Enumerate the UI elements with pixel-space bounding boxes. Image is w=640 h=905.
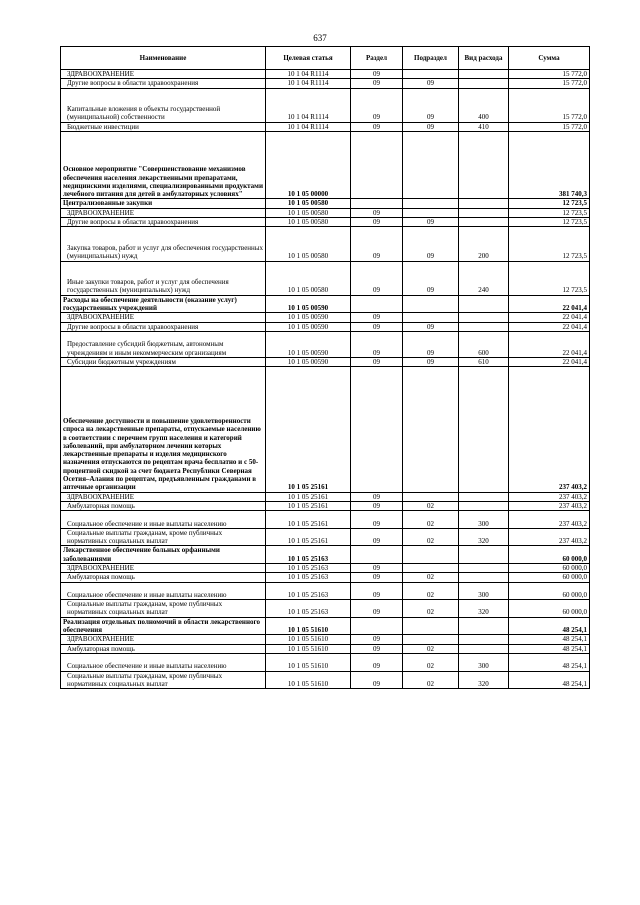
cell-target: 10 1 05 25163: [266, 546, 351, 564]
cell-subsection: 09: [403, 79, 459, 88]
cell-section: 09: [351, 79, 403, 88]
cell-kind: [459, 367, 509, 493]
cell-target: 10 1 05 51610: [266, 671, 351, 689]
table-row: [61, 573, 590, 582]
cell-subsection: [403, 70, 459, 79]
header-section: Раздел: [351, 47, 403, 70]
cell-kind: 400: [459, 88, 509, 122]
cell-kind: 320: [459, 528, 509, 546]
cell-target: 10 1 05 00590: [266, 331, 351, 357]
cell-name: ЗДРАВООХРАНЕНИЕ: [61, 70, 266, 79]
cell-target: 10 1 05 00580: [266, 199, 351, 208]
cell-section: 09: [351, 122, 403, 131]
cell-subsection: [403, 635, 459, 644]
cell-target: 10 1 05 00580: [266, 208, 351, 217]
table-row: [61, 644, 590, 653]
cell-sum: 12 723,5: [509, 208, 590, 217]
table-row: [61, 70, 590, 79]
cell-sum: 60 000,0: [509, 582, 590, 600]
cell-sum: 12 723,5: [509, 199, 590, 208]
cell-section: 09: [351, 357, 403, 366]
table-row: [61, 617, 590, 635]
cell-subsection: 02: [403, 600, 459, 618]
cell-kind: [459, 644, 509, 653]
cell-target: 10 1 05 51610: [266, 653, 351, 671]
cell-section: 09: [351, 573, 403, 582]
table-row: [61, 600, 590, 618]
table-row: [61, 122, 590, 131]
cell-sum: 15 772,0: [509, 70, 590, 79]
cell-subsection: [403, 313, 459, 322]
cell-subsection: 09: [403, 357, 459, 366]
cell-name: Амбулаторная помощь: [61, 573, 266, 582]
cell-target: 10 1 04 R1114: [266, 122, 351, 131]
cell-subsection: [403, 546, 459, 564]
cell-subsection: 02: [403, 653, 459, 671]
cell-kind: 410: [459, 122, 509, 131]
cell-kind: [459, 79, 509, 88]
cell-kind: 300: [459, 653, 509, 671]
cell-subsection: [403, 617, 459, 635]
cell-section: [351, 367, 403, 493]
cell-subsection: [403, 208, 459, 217]
header-target: Целевая статья: [266, 47, 351, 70]
cell-subsection: 02: [403, 644, 459, 653]
table-row: [61, 132, 590, 199]
cell-name: Централизованные закупки: [61, 199, 266, 208]
cell-subsection: 02: [403, 573, 459, 582]
table-row: [61, 295, 590, 313]
cell-sum: 381 740,3: [509, 132, 590, 199]
cell-subsection: 09: [403, 261, 459, 295]
cell-subsection: [403, 132, 459, 199]
table-row: [61, 528, 590, 546]
cell-subsection: 02: [403, 582, 459, 600]
cell-target: 10 1 04 R1114: [266, 79, 351, 88]
cell-section: 09: [351, 322, 403, 331]
cell-kind: [459, 208, 509, 217]
cell-kind: [459, 573, 509, 582]
cell-sum: 48 254,1: [509, 644, 590, 653]
cell-name: Социальные выплаты гражданам, кроме публичных нормативных социальных выплат: [61, 528, 266, 546]
cell-kind: 200: [459, 227, 509, 261]
cell-subsection: 09: [403, 322, 459, 331]
cell-subsection: 02: [403, 671, 459, 689]
table-row: [61, 313, 590, 322]
cell-target: 10 1 05 25163: [266, 600, 351, 618]
cell-sum: 15 772,0: [509, 88, 590, 122]
table-row: [61, 653, 590, 671]
cell-target: 10 1 05 00580: [266, 261, 351, 295]
cell-target: 10 1 05 25161: [266, 528, 351, 546]
cell-subsection: 02: [403, 528, 459, 546]
header-name: Наименование: [61, 47, 266, 70]
cell-kind: [459, 546, 509, 564]
cell-sum: 60 000,0: [509, 573, 590, 582]
cell-name: Амбулаторная помощь: [61, 644, 266, 653]
cell-subsection: 02: [403, 501, 459, 510]
cell-sum: 60 000,0: [509, 546, 590, 564]
cell-sum: 60 000,0: [509, 600, 590, 618]
budget-table: [60, 46, 590, 689]
cell-kind: [459, 492, 509, 501]
cell-kind: [459, 218, 509, 227]
cell-section: 09: [351, 70, 403, 79]
cell-name: ЗДРАВООХРАНЕНИЕ: [61, 635, 266, 644]
cell-section: 09: [351, 653, 403, 671]
cell-name: Бюджетные инвестиции: [61, 122, 266, 131]
header-sum: Сумма: [509, 47, 590, 70]
table-row: [61, 199, 590, 208]
cell-kind: [459, 635, 509, 644]
table-row: [61, 79, 590, 88]
cell-sum: 22 041,4: [509, 295, 590, 313]
cell-target: 10 1 05 51610: [266, 644, 351, 653]
cell-section: 09: [351, 492, 403, 501]
cell-sum: 60 000,0: [509, 563, 590, 572]
table-row: [61, 501, 590, 510]
cell-section: 09: [351, 218, 403, 227]
cell-section: [351, 546, 403, 564]
cell-kind: [459, 322, 509, 331]
cell-kind: [459, 70, 509, 79]
cell-subsection: 09: [403, 331, 459, 357]
table-row: [61, 261, 590, 295]
cell-target: 10 1 05 51610: [266, 635, 351, 644]
cell-section: 09: [351, 563, 403, 572]
cell-kind: [459, 617, 509, 635]
cell-section: 09: [351, 600, 403, 618]
cell-name: Социальное обеспечение и иные выплаты населению: [61, 653, 266, 671]
cell-name: Иные закупки товаров, работ и услуг для обеспечения государственных (муниципальных) нужд: [61, 261, 266, 295]
cell-name: ЗДРАВООХРАНЕНИЕ: [61, 563, 266, 572]
cell-section: [351, 132, 403, 199]
cell-subsection: 02: [403, 511, 459, 529]
cell-name: Субсидии бюджетным учреждениям: [61, 357, 266, 366]
cell-kind: [459, 295, 509, 313]
cell-subsection: 09: [403, 218, 459, 227]
table-row: [61, 546, 590, 564]
cell-target: 10 1 05 51610: [266, 617, 351, 635]
table-row: [61, 635, 590, 644]
cell-name: ЗДРАВООХРАНЕНИЕ: [61, 492, 266, 501]
cell-subsection: 09: [403, 122, 459, 131]
cell-name: Обеспечение доступности и повышение удовлетворенности спроса на лекарственные препараты, отпускаемые населению в соответствии с перечнем групп населения и категорий заболеваний, при амбулаторном лечении которых лекарственные препараты и изделия медицинского назначения отпускаются по рецептам врача бесплатно и с 50-процентной скидкой за счет бюджета Республики Северная Осетия–Алания по рецептам, предъявленным гражданами в аптечные организации: [61, 367, 266, 493]
cell-name: Реализация отдельных полномочий в области лекарственного обеспечения: [61, 617, 266, 635]
cell-kind: 600: [459, 331, 509, 357]
cell-name: Социальные выплаты гражданам, кроме публичных нормативных социальных выплат: [61, 671, 266, 689]
cell-section: 09: [351, 582, 403, 600]
cell-section: 09: [351, 331, 403, 357]
table-header-row: [61, 47, 590, 70]
cell-sum: 15 772,0: [509, 79, 590, 88]
cell-target: 10 1 05 25163: [266, 582, 351, 600]
cell-target: 10 1 05 25161: [266, 501, 351, 510]
cell-section: 09: [351, 313, 403, 322]
cell-sum: 22 041,4: [509, 322, 590, 331]
table-row: [61, 218, 590, 227]
cell-target: 10 1 05 25163: [266, 563, 351, 572]
cell-section: 09: [351, 261, 403, 295]
cell-kind: [459, 199, 509, 208]
table-row: [61, 563, 590, 572]
cell-target: 10 1 05 00580: [266, 227, 351, 261]
cell-sum: 12 723,5: [509, 218, 590, 227]
table-row: [61, 511, 590, 529]
cell-subsection: [403, 367, 459, 493]
cell-subsection: [403, 563, 459, 572]
cell-name: Предоставление субсидий бюджетным, автономным учреждениям и иным некоммерческим организациям: [61, 331, 266, 357]
table-row: [61, 582, 590, 600]
table-row: [61, 227, 590, 261]
cell-sum: 237 403,2: [509, 367, 590, 493]
table-row: [61, 357, 590, 366]
header-subsection: Подраздел: [403, 47, 459, 70]
cell-section: 09: [351, 528, 403, 546]
cell-section: 09: [351, 635, 403, 644]
cell-target: 10 1 05 25161: [266, 511, 351, 529]
cell-kind: [459, 132, 509, 199]
cell-name: ЗДРАВООХРАНЕНИЕ: [61, 208, 266, 217]
cell-kind: 300: [459, 511, 509, 529]
cell-target: 10 1 05 25161: [266, 492, 351, 501]
cell-kind: 300: [459, 582, 509, 600]
cell-kind: [459, 563, 509, 572]
cell-sum: 12 723,5: [509, 261, 590, 295]
header-kind: Вид расхода: [459, 47, 509, 70]
cell-name: Закупка товаров, работ и услуг для обеспечения государственных (муниципальных) нужд: [61, 227, 266, 261]
cell-subsection: [403, 295, 459, 313]
cell-kind: 320: [459, 600, 509, 618]
cell-kind: 610: [459, 357, 509, 366]
cell-name: Основное мероприятие "Совершенствование механизмов обеспечения населения лекарственными препаратами, медицинскими изделиями, специализированными продуктами лечебного питания для детей в амбулаторных условиях": [61, 132, 266, 199]
cell-name: Другие вопросы в области здравоохранения: [61, 218, 266, 227]
cell-sum: 48 254,1: [509, 635, 590, 644]
page-number: 637: [313, 33, 327, 43]
cell-section: 09: [351, 208, 403, 217]
cell-target: 10 1 05 00000: [266, 132, 351, 199]
cell-sum: 237 403,2: [509, 492, 590, 501]
cell-sum: 48 254,1: [509, 671, 590, 689]
cell-section: [351, 199, 403, 208]
table-row: [61, 492, 590, 501]
cell-kind: [459, 313, 509, 322]
cell-section: [351, 295, 403, 313]
cell-sum: 48 254,1: [509, 617, 590, 635]
cell-name: Лекарственное обеспечение больных орфанными заболеваниями: [61, 546, 266, 564]
cell-sum: 237 403,2: [509, 528, 590, 546]
cell-target: 10 1 05 25163: [266, 573, 351, 582]
cell-name: Социальное обеспечение и иные выплаты населению: [61, 582, 266, 600]
cell-target: 10 1 05 00590: [266, 322, 351, 331]
cell-sum: 237 403,2: [509, 511, 590, 529]
cell-subsection: 09: [403, 227, 459, 261]
cell-name: ЗДРАВООХРАНЕНИЕ: [61, 313, 266, 322]
cell-section: 09: [351, 644, 403, 653]
cell-kind: 240: [459, 261, 509, 295]
cell-target: 10 1 05 00590: [266, 357, 351, 366]
cell-section: 09: [351, 511, 403, 529]
table-row: [61, 367, 590, 493]
cell-sum: 15 772,0: [509, 122, 590, 131]
table-row: [61, 208, 590, 217]
cell-section: 09: [351, 227, 403, 261]
cell-name: Другие вопросы в области здравоохранения: [61, 322, 266, 331]
cell-section: 09: [351, 501, 403, 510]
table-row: [61, 322, 590, 331]
cell-name: Капитальные вложения в объекты государственной (муниципальной) собственности: [61, 88, 266, 122]
table-row: [61, 331, 590, 357]
cell-sum: 12 723,5: [509, 227, 590, 261]
cell-kind: 320: [459, 671, 509, 689]
cell-target: 10 1 05 00590: [266, 295, 351, 313]
cell-subsection: 09: [403, 88, 459, 122]
cell-name: Другие вопросы в области здравоохранения: [61, 79, 266, 88]
cell-target: 10 1 04 R1114: [266, 70, 351, 79]
cell-section: 09: [351, 88, 403, 122]
cell-section: 09: [351, 671, 403, 689]
cell-sum: 237 403,2: [509, 501, 590, 510]
table-body: [61, 70, 590, 689]
cell-kind: [459, 501, 509, 510]
table-row: [61, 88, 590, 122]
cell-subsection: [403, 199, 459, 208]
cell-target: 10 1 05 00590: [266, 313, 351, 322]
cell-sum: 48 254,1: [509, 653, 590, 671]
cell-section: [351, 617, 403, 635]
cell-sum: 22 041,4: [509, 357, 590, 366]
cell-name: Амбулаторная помощь: [61, 501, 266, 510]
cell-sum: 22 041,4: [509, 313, 590, 322]
cell-sum: 22 041,4: [509, 331, 590, 357]
cell-subsection: [403, 492, 459, 501]
cell-target: 10 1 05 25161: [266, 367, 351, 493]
cell-name: Социальные выплаты гражданам, кроме публичных нормативных социальных выплат: [61, 600, 266, 618]
cell-target: 10 1 04 R1114: [266, 88, 351, 122]
cell-name: Социальное обеспечение и иные выплаты населению: [61, 511, 266, 529]
cell-target: 10 1 05 00580: [266, 218, 351, 227]
cell-name: Расходы на обеспечение деятельности (оказание услуг) государственных учреждений: [61, 295, 266, 313]
table-row: [61, 671, 590, 689]
